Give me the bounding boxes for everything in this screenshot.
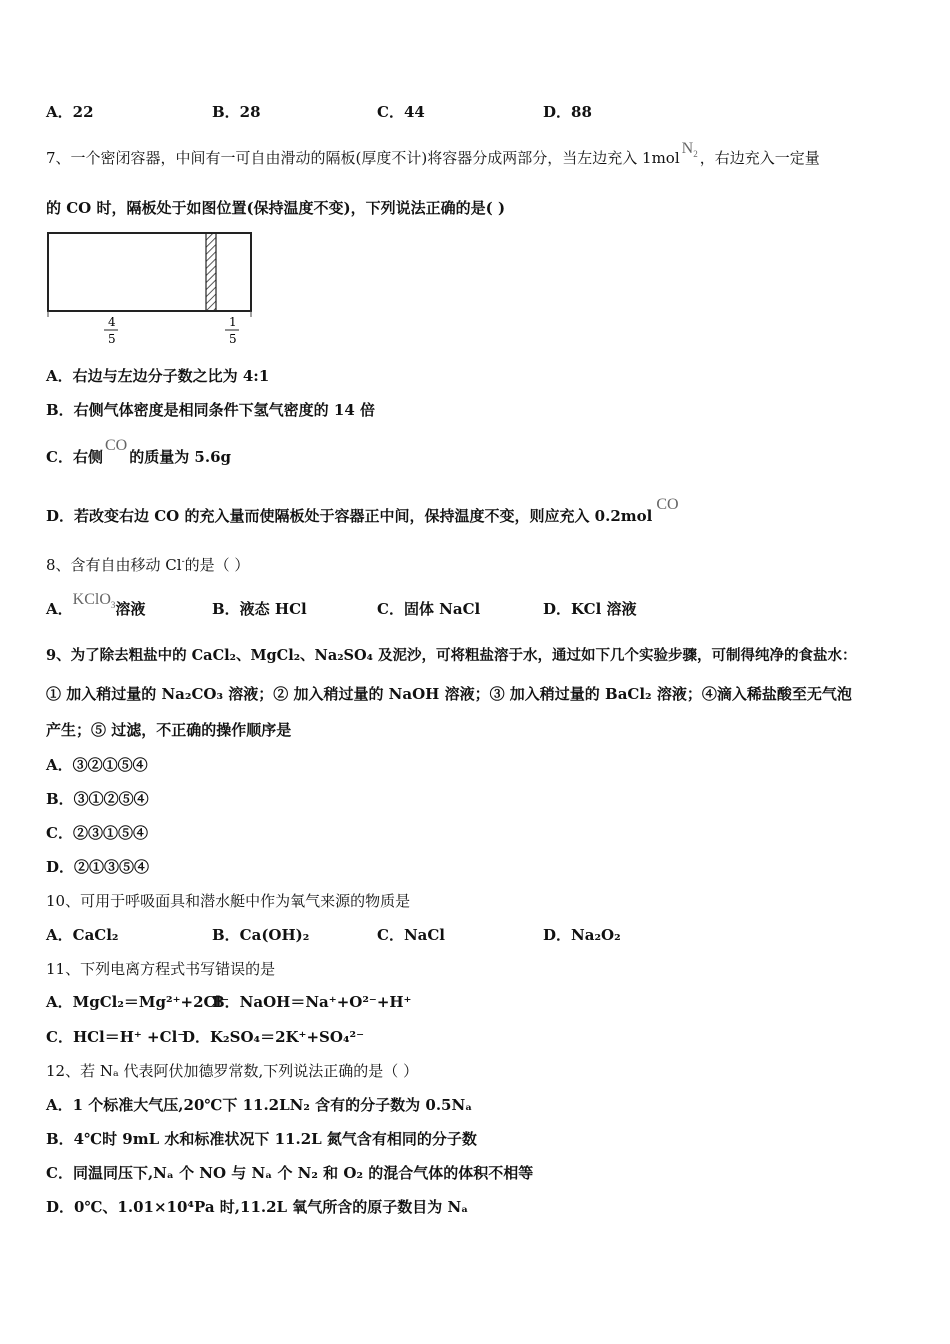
q7-option-d: D．若改变右边 CO 的充入量而使隔板处于容器正中间，保持温度不变，则应充入 0.2molCO	[46, 496, 679, 525]
container-diagram	[46, 230, 258, 350]
q8-option-b: B．液态 HCl	[212, 600, 307, 618]
right-fraction-den: 5	[229, 332, 237, 346]
q9-stem-line1: 9、为了除去粗盐中的 CaCl₂、MgCl₂、Na₂SO₄ 及泥沙，可将粗盐溶于水，通过如下几个实验步骤，可制得纯净的食盐水：	[46, 647, 857, 664]
q7-option-c-formula: CO	[104, 437, 128, 454]
q9-option-b: B．③①②⑤④	[46, 790, 149, 808]
q6-option-c: C．44	[377, 103, 425, 121]
q7-stem-line2: 的 CO 时，隔板处于如图位置(保持温度不变)，下列说法正确的是( )	[46, 199, 506, 217]
q8-option-c: C．固体 NaCl	[377, 600, 481, 618]
q7-option-a: A．右边与左边分子数之比为 4:1	[46, 367, 270, 385]
q12-option-b: B．4℃时 9mL 水和标准状况下 11.2L 氮气含有相同的分子数	[46, 1130, 477, 1148]
q6-option-b: B．28	[212, 103, 261, 121]
q10-option-c: C．NaCl	[377, 926, 446, 944]
q9-stem-line2: ① 加入稍过量的 Na₂CO₃ 溶液；② 加入稍过量的 NaOH 溶液；③ 加入稍过量的 BaCl₂ 溶液；④滴入稀盐酸至无气泡	[46, 685, 852, 703]
q10-stem: 10、可用于呼吸面具和潜水艇中作为氧气来源的物质是	[46, 892, 411, 910]
q7-stem-formula: $N_2$	[681, 140, 698, 160]
q10-option-d: D．Na₂O₂	[543, 926, 621, 944]
q7-stem-line1	[46, 140, 820, 174]
sliding-partition	[206, 233, 216, 311]
q9-option-a: A．③②①⑤④	[46, 756, 148, 774]
q6-option-a: A．22	[46, 103, 94, 121]
q10-option-b: B．Ca(OH)₂	[212, 926, 310, 944]
q8-option-a-formula: KClO$_3$	[72, 591, 116, 611]
q10-option-a: A．CaCl₂	[46, 926, 119, 944]
q6-option-d: D．88	[543, 103, 592, 121]
q12-option-a: A．1 个标准大气压,20℃下 11.2LN₂ 含有的分子数为 0.5Nₐ	[46, 1096, 473, 1114]
q12-option-c: C．同温同压下,Nₐ 个 NO 与 Nₐ 个 N₂ 和 O₂ 的混合气体的体积不相等	[46, 1164, 534, 1182]
q7-option-c: C．右侧CO的质量为 5.6g	[46, 437, 231, 466]
q7-stem-part2: ，右边充入一定量	[699, 149, 820, 167]
q9-option-c: C．②③①⑤④	[46, 824, 148, 842]
q8-stem: 8、含有自由移动 Cl-的是（ ）	[46, 556, 250, 574]
q8-option-a: A．KClO$_3$溶液	[46, 591, 146, 618]
q11-stem: 11、下列电离方程式书写错误的是	[46, 960, 276, 978]
q11-option-c: C．HCl＝H⁺ +Cl⁻	[46, 1028, 186, 1046]
q11-option-b: B．NaOH＝Na⁺+O²⁻+H⁺	[212, 993, 412, 1011]
q11-option-d: D．K₂SO₄＝2K⁺+SO₄²⁻	[182, 1028, 364, 1046]
q12-stem: 12、若 Nₐ 代表阿伏加德罗常数,下列说法正确的是（ ）	[46, 1062, 419, 1080]
container-outline	[48, 233, 251, 311]
q9-option-d: D．②①③⑤④	[46, 858, 150, 876]
q7-option-d-formula: CO	[656, 496, 679, 513]
q12-option-d: D．0℃、1.01×10⁴Pa 时,11.2L 氧气所含的原子数目为 Nₐ	[46, 1198, 469, 1216]
q11-option-a: A．MgCl₂＝Mg²⁺+2Cl⁻	[46, 993, 230, 1011]
q9-stem-line3: 产生；⑤ 过滤，不正确的操作顺序是	[46, 721, 292, 739]
left-fraction-den: 5	[108, 332, 116, 346]
right-fraction-num: 1	[229, 315, 237, 329]
q7-option-b: B．右侧气体密度是相同条件下氢气密度的 14 倍	[46, 401, 375, 419]
q7-stem-part1: 7、一个密闭容器，中间有一可自由滑动的隔板(厚度不计)将容器分成两部分，当左边充入 1mol	[46, 149, 680, 167]
left-fraction-num: 4	[108, 315, 116, 329]
q8-option-d: D．KCl 溶液	[543, 600, 637, 618]
